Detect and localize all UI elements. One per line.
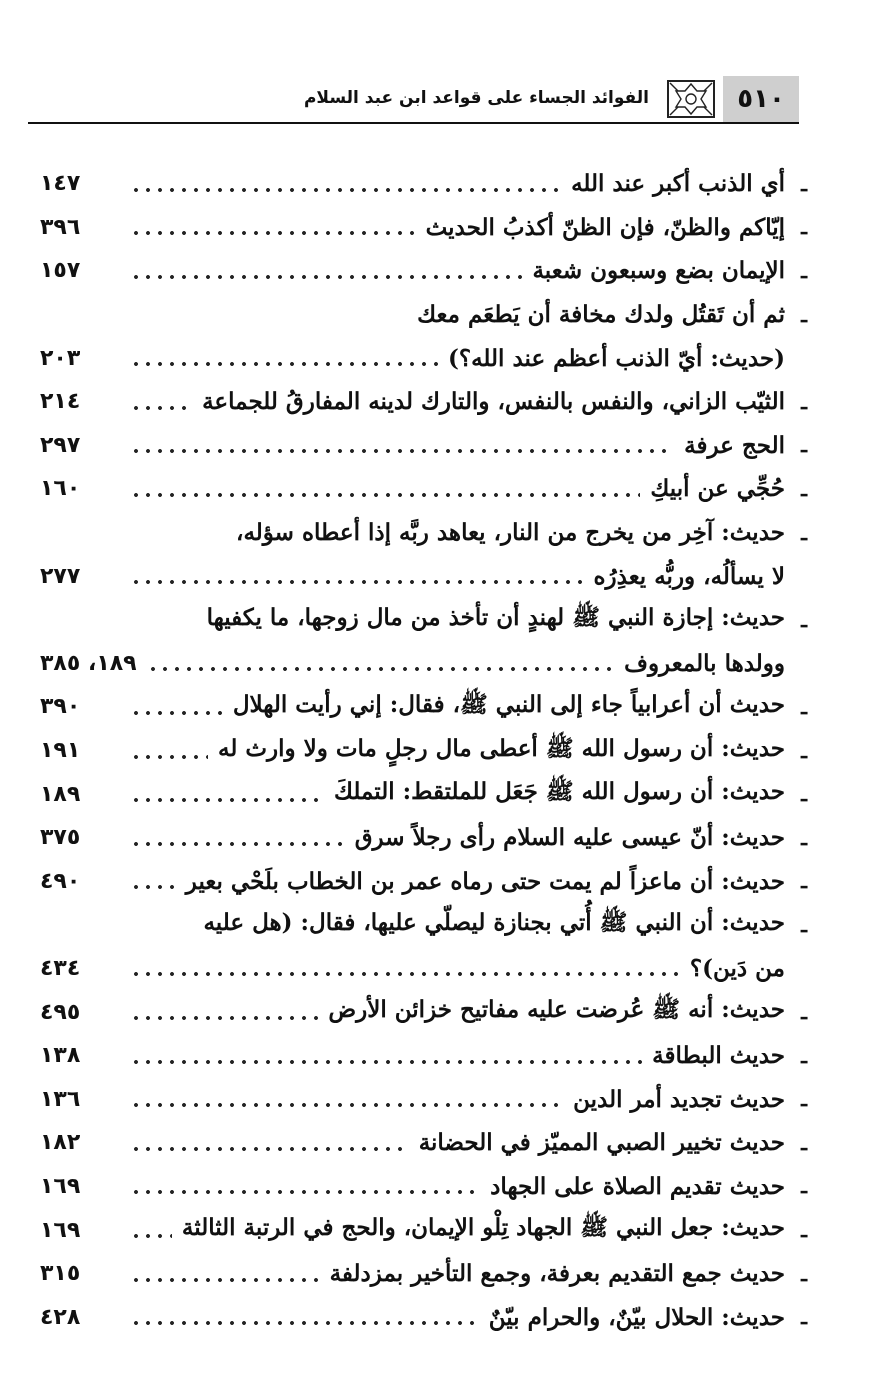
entry-text: (حديث: أيّ الذنب أعظم عند الله؟)	[448, 344, 785, 372]
entry-text: الثيّب الزاني، والنفس بالنفس، والتارك لدينه المفارقُ للجماعة	[202, 388, 785, 416]
dot-leader	[130, 839, 345, 849]
entry-dash: ـ	[801, 694, 807, 719]
index-entry	[40, 1208, 807, 1252]
dot-leader	[130, 1057, 642, 1067]
dot-leader	[130, 1275, 320, 1285]
index-entry	[40, 860, 807, 904]
dot-leader	[130, 1144, 409, 1154]
index-entry	[40, 293, 807, 337]
entry-dash: ـ	[801, 825, 807, 850]
index-entry	[40, 1121, 807, 1165]
entry-dash: ـ	[801, 1305, 807, 1330]
entry-dash: ـ	[801, 171, 807, 196]
entry-dash: ـ	[801, 1000, 807, 1025]
index-entry-continuation	[40, 947, 807, 991]
entry-text: لا يسألُه، وربُّه يعذِرُه	[593, 562, 785, 590]
dot-leader	[130, 1013, 318, 1023]
dot-leader	[130, 882, 176, 892]
entry-text: حديث: الحلال بيّنٌ، والحرام بيّنٌ	[488, 1303, 785, 1331]
entry-page-ref: ١٤٧	[40, 171, 81, 197]
entry-page-ref: ٣٩٠	[40, 694, 81, 720]
dot-leader	[130, 185, 561, 195]
index-entry-continuation	[40, 642, 807, 686]
dot-leader	[130, 708, 223, 718]
index-entry	[40, 1295, 807, 1339]
entry-text: إيّاكم والظنّ، فإن الظنّ أكذبُ الحديث	[425, 213, 785, 241]
dot-leader	[130, 446, 674, 456]
entry-text: حديث جمع التقديم بعرفة، وجمع التأخير بمزدلفة	[329, 1260, 785, 1288]
ornament-icon	[661, 76, 721, 122]
entry-text: حديث: أنّ عيسى عليه السلام رأى رجلاً سرق	[354, 824, 785, 852]
entry-dash: ـ	[801, 1261, 807, 1286]
entry-page-ref: ١٨٩	[40, 781, 81, 807]
index-entry	[40, 206, 807, 250]
entry-page-ref: ١٣٦	[40, 1086, 81, 1112]
entry-page-ref: ٢٠٣	[40, 345, 81, 371]
index-entry	[40, 162, 807, 206]
index-entry	[40, 685, 807, 729]
entry-text: ثم أن تَقتُل ولدك مخافة أن يَطعَم معك	[417, 301, 785, 329]
index-entry	[40, 511, 807, 555]
entry-dash: ـ	[801, 215, 807, 240]
entry-text: الحج عرفة	[684, 431, 785, 459]
entry-page-ref: ١٨٩، ٣٨٥	[40, 650, 137, 676]
entry-dash: ـ	[801, 258, 807, 283]
entry-page-ref: ١٦٠	[40, 476, 81, 502]
entry-dash: ـ	[801, 782, 807, 807]
entry-text: وولدها بالمعروف	[624, 649, 785, 677]
dot-leader	[147, 664, 614, 674]
dot-leader	[130, 228, 416, 238]
entry-dash: ـ	[801, 302, 807, 327]
dot-leader	[130, 1231, 172, 1241]
entry-text: حديث: جعل النبي ﷺ الجهاد تِلْو الإيمان، والحج في الرتبة الثالثة	[181, 1214, 785, 1242]
entry-dash: ـ	[801, 433, 807, 458]
entry-page-ref: ٤٢٨	[40, 1304, 81, 1330]
entry-dash: ـ	[801, 520, 807, 545]
page-number: ٥١٠	[723, 76, 799, 122]
dot-leader	[130, 359, 438, 369]
entry-text: من دَين)؟	[689, 954, 785, 982]
entry-dash: ـ	[801, 1130, 807, 1155]
entry-text: حديث: أن ماعزاً لم يمت حتى رماه عمر بن الخطاب بلَحْي بعير	[185, 867, 785, 895]
dot-leader	[130, 577, 583, 587]
dot-leader	[130, 752, 208, 762]
index-entry	[40, 380, 807, 424]
entry-page-ref: ٤٩٥	[40, 999, 81, 1025]
entry-text: حديث تقديم الصلاة على الجهاد	[490, 1172, 785, 1200]
entry-text: حديث: أن رسول الله ﷺ أعطى مال رجلٍ مات ولا وارث له	[218, 734, 785, 762]
entry-page-ref: ١٦٩	[40, 1217, 81, 1243]
index-entry	[40, 903, 807, 947]
entry-dash: ـ	[801, 476, 807, 501]
entry-dash: ـ	[801, 1174, 807, 1199]
entry-text: حديث أن أعرابياً جاء إلى النبي ﷺ، فقال: إني رأيت الهلال	[232, 690, 785, 718]
entry-dash: ـ	[801, 1087, 807, 1112]
entry-page-ref: ٤٣٤	[40, 955, 81, 981]
entry-page-ref: ١٨٢	[40, 1130, 81, 1156]
dot-leader	[130, 403, 192, 413]
index-entries	[40, 162, 807, 1339]
entry-dash: ـ	[801, 1043, 807, 1068]
index-entry	[40, 424, 807, 468]
index-entry	[40, 1077, 807, 1121]
entry-text: أي الذنب أكبر عند الله	[571, 170, 785, 198]
index-entry	[40, 772, 807, 816]
entry-dash: ـ	[801, 912, 807, 937]
index-entry	[40, 1034, 807, 1078]
index-entry-continuation	[40, 336, 807, 380]
entry-text: حديث: آخِر من يخرج من النار، يعاهد ربَّه إذا أعطاه سؤله،	[236, 519, 785, 547]
entry-page-ref: ١٣٨	[40, 1043, 81, 1069]
dot-leader	[130, 490, 640, 500]
index-entry	[40, 990, 807, 1034]
page-header	[28, 76, 799, 124]
entry-text: حُجِّي عن أبيكِ	[650, 475, 785, 503]
entry-page-ref: ٣٧٥	[40, 825, 81, 851]
entry-page-ref: ١٩١	[40, 738, 81, 764]
entry-page-ref: ٢١٤	[40, 389, 81, 415]
entry-text: حديث تجديد أمر الدين	[573, 1085, 785, 1113]
entry-dash: ـ	[801, 738, 807, 763]
entry-dash: ـ	[801, 389, 807, 414]
dot-leader	[130, 1187, 480, 1197]
dot-leader	[130, 969, 680, 979]
index-entry	[40, 1165, 807, 1209]
entry-page-ref: ٣١٥	[40, 1261, 81, 1287]
index-entry	[40, 598, 807, 642]
dot-leader	[130, 1100, 563, 1110]
entry-text: الإيمان بضع وسبعون شعبة	[532, 257, 785, 285]
running-title: الفوائد الجساء على قواعد ابن عبد السلام	[303, 88, 649, 108]
entry-page-ref: ١٥٧	[40, 258, 81, 284]
index-entry	[40, 729, 807, 773]
entry-dash: ـ	[801, 1218, 807, 1243]
index-entry	[40, 249, 807, 293]
entry-text: حديث: أنه ﷺ عُرضت عليه مفاتيح خزائن الأرض	[328, 996, 785, 1024]
index-entry	[40, 467, 807, 511]
entry-text: حديث: أن رسول الله ﷺ جَعَل للملتقط: التملكَ	[334, 778, 785, 806]
entry-page-ref: ٤٩٠	[40, 868, 81, 894]
dot-leader	[130, 272, 522, 282]
dot-leader	[130, 795, 324, 805]
entry-page-ref: ٢٩٧	[40, 432, 81, 458]
entry-page-ref: ٣٩٦	[40, 214, 81, 240]
dot-leader	[130, 1318, 479, 1328]
entry-text: حديث تخيير الصبي المميّز في الحضانة	[418, 1129, 785, 1157]
entry-text: حديث: إجازة النبي ﷺ لهندٍ أن تأخذ من مال زوجها، ما يكفيها	[206, 603, 785, 631]
entry-page-ref: ٢٧٧	[40, 563, 81, 589]
index-entry-continuation	[40, 554, 807, 598]
entry-dash: ـ	[801, 869, 807, 894]
entry-text: حديث: أن النبي ﷺ أُتي بجنازة ليصلّي عليها، فقال: (هل عليه	[203, 908, 785, 936]
index-entry	[40, 1252, 807, 1296]
entry-page-ref: ١٦٩	[40, 1173, 81, 1199]
index-entry	[40, 816, 807, 860]
entry-dash: ـ	[801, 607, 807, 632]
entry-text: حديث البطاقة	[652, 1042, 785, 1070]
